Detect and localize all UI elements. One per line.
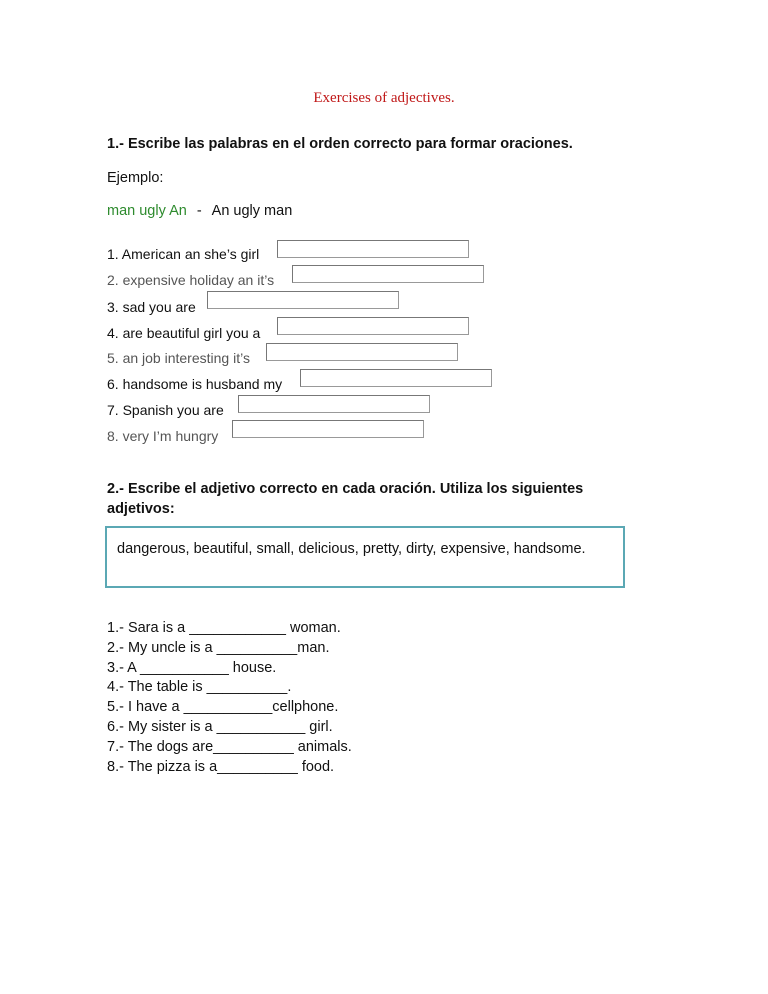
section2-heading-line1: 2.- Escribe el adjetivo correcto en cada oración. Utiliza los siguientes — [107, 481, 584, 497]
exercise2-sentence-2: 2.- My uncle is a __________man. — [107, 640, 330, 656]
exercise1-item-2: 2. expensive holiday an it’s — [107, 272, 275, 288]
exercise1-item-8: 8. very I’m hungry — [107, 428, 219, 444]
word-bank-box — [105, 526, 625, 588]
word-bank-text: dangerous, beautiful, small, delicious, pretty, dirty, expensive, handsome. — [117, 541, 586, 557]
answer-input-4[interactable] — [277, 317, 469, 335]
answer-input-3[interactable] — [207, 291, 399, 309]
exercise2-sentence-3: 3.- A ___________ house. — [107, 660, 277, 676]
exercise1-item-4: 4. are beautiful girl you a — [107, 325, 261, 341]
exercise1-item-5: 5. an job interesting it’s — [107, 350, 250, 366]
exercise2-sentence-4: 4.- The table is __________. — [107, 679, 292, 695]
page-title: Exercises of adjectives. — [313, 90, 455, 106]
example-row — [107, 203, 292, 219]
exercise2-sentence-1: 1.- Sara is a ____________ woman. — [107, 620, 341, 636]
answer-input-6[interactable] — [300, 369, 492, 387]
exercise2-sentence-6: 6.- My sister is a ___________ girl. — [107, 719, 333, 735]
example-label: Ejemplo: — [107, 170, 164, 186]
exercise1-item-6: 6. handsome is husband my — [107, 376, 283, 392]
section2-heading-line2: adjetivos: — [107, 501, 175, 517]
answer-input-2[interactable] — [292, 265, 484, 283]
exercise2-sentence-5: 5.- I have a ___________cellphone. — [107, 699, 339, 715]
section1-heading: 1.- Escribe las palabras en el orden correcto para formar oraciones. — [107, 136, 573, 152]
exercise1-item-1: 1. American an she’s girl — [107, 246, 260, 262]
answer-input-8[interactable] — [232, 420, 424, 438]
exercise2-sentence-7: 7.- The dogs are__________ animals. — [107, 739, 352, 755]
example-scrambled: man ugly An — [107, 203, 187, 219]
section2-heading — [107, 479, 583, 519]
answer-input-5[interactable] — [266, 343, 458, 361]
exercise1-item-3: 3. sad you are — [107, 299, 196, 315]
answer-input-1[interactable] — [277, 240, 469, 258]
exercise1-item-7: 7. Spanish you are — [107, 402, 224, 418]
exercise2-sentence-8: 8.- The pizza is a__________ food. — [107, 759, 335, 775]
example-answer: An ugly man — [211, 203, 293, 219]
answer-input-7[interactable] — [238, 395, 430, 413]
example-dash: - — [196, 203, 202, 219]
